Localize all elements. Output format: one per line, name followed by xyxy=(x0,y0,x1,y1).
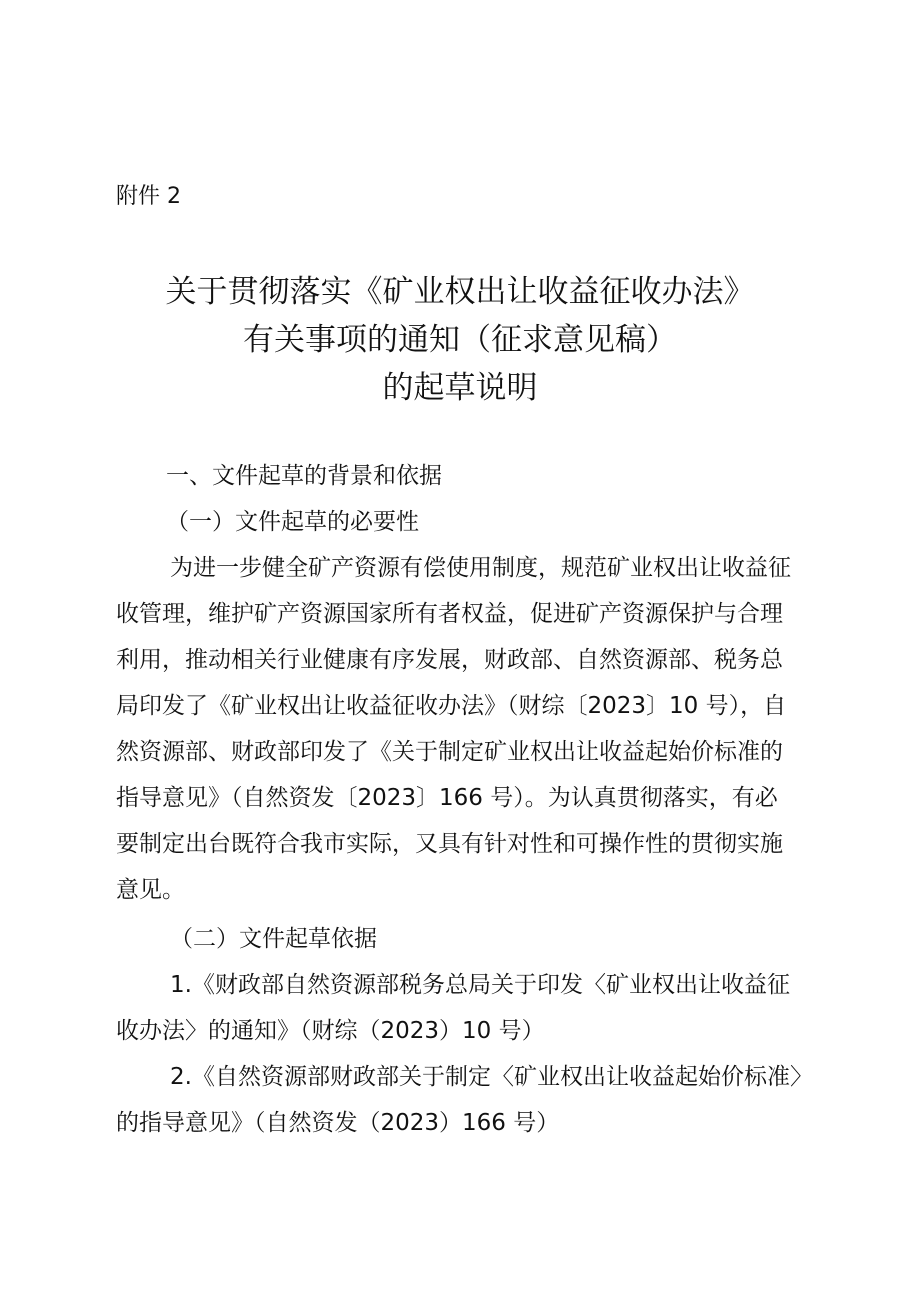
basis-item-1-line: 收办法〉的通知》（财综（2023）10 号） xyxy=(116,1018,545,1044)
section-1-heading: 一、文件起草的背景和依据 xyxy=(166,463,442,489)
basis-item-2-line: 的指导意见》（自然资发（2023）166 号） xyxy=(116,1110,560,1136)
paragraph-line: 收管理，维护矿产资源国家所有者权益，促进矿产资源保护与合理 xyxy=(116,601,783,627)
attachment-label: 附件 2 xyxy=(116,184,181,209)
title-line-2: 有关事项的通知（征求意见稿） xyxy=(243,322,677,358)
paragraph-line: 然资源部、财政部印发了《关于制定矿业权出让收益起始价标准的 xyxy=(116,739,783,765)
subsection-2-heading: （二）文件起草依据 xyxy=(170,926,377,952)
title-line-1: 关于贯彻落实《矿业权出让收益征收办法》 xyxy=(165,274,755,310)
basis-item-1-line: 1.《财政部自然资源部税务总局关于印发〈矿业权出让收益征 xyxy=(170,972,790,998)
title-line-3: 的起草说明 xyxy=(382,370,538,406)
basis-item-2-line: 2.《自然资源部财政部关于制定〈矿业权出让收益起始价标准〉 xyxy=(170,1064,813,1090)
paragraph-line: 为进一步健全矿产资源有偿使用制度，规范矿业权出让收益征 xyxy=(170,555,791,581)
subsection-1-heading: （一）文件起草的必要性 xyxy=(166,509,419,535)
paragraph-line: 指导意见》（自然资发〔2023〕166 号）。为认真贯彻落实，有必 xyxy=(116,785,778,811)
paragraph-line: 要制定出台既符合我市实际，又具有针对性和可操作性的贯彻实施 xyxy=(116,831,783,857)
paragraph-line: 局印发了《矿业权出让收益征收办法》（财综〔2023〕10 号），自 xyxy=(116,693,787,719)
paragraph-line: 意见。 xyxy=(116,877,185,903)
paragraph-line: 利用，推动相关行业健康有序发展，财政部、自然资源部、税务总 xyxy=(116,647,783,673)
document-title xyxy=(0,268,920,412)
